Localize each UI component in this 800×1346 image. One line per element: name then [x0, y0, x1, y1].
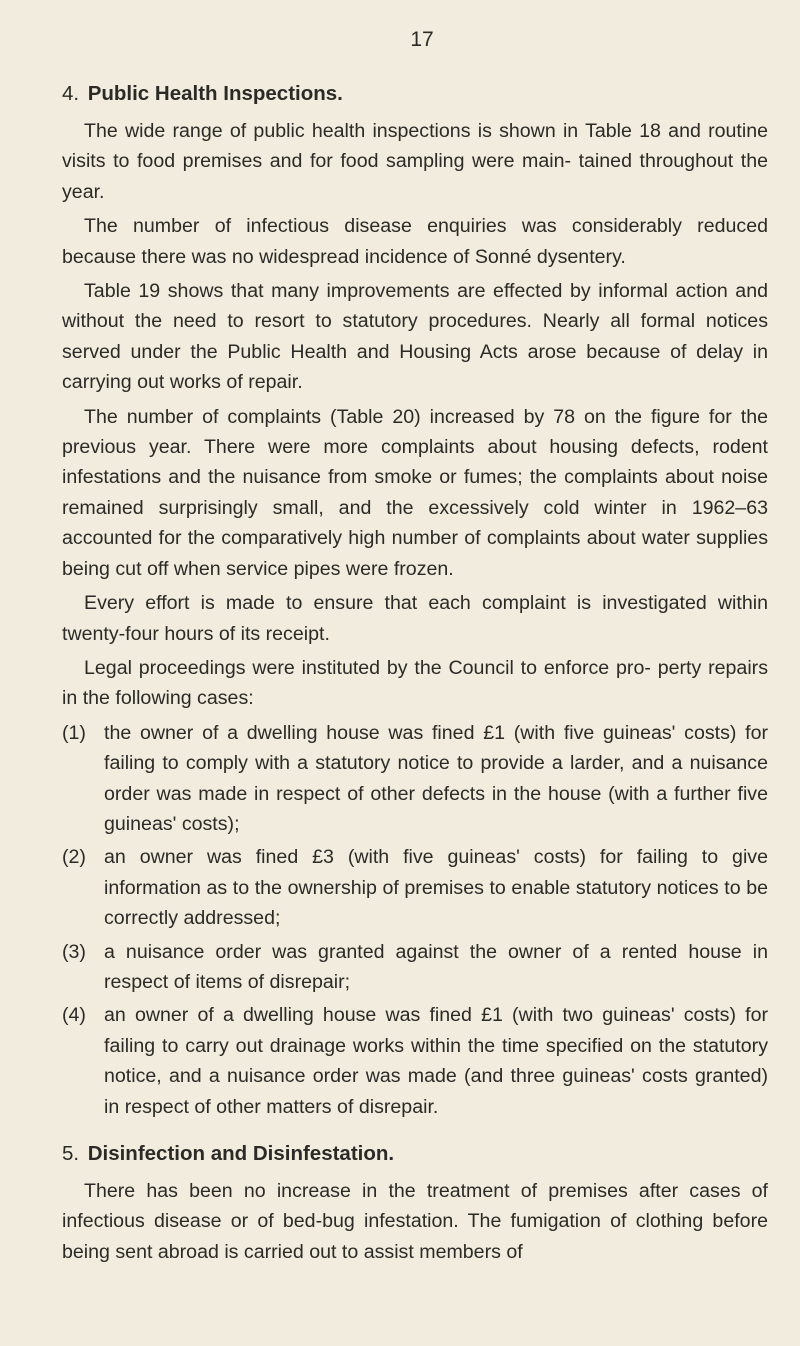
list-marker: (4) — [62, 1004, 86, 1027]
list-item-text: a nuisance order was granted against the owner of a rented house in respect of items of disrepair; — [104, 940, 768, 993]
section-5-paragraph: There has been no increase in the treatment of premises after cases of infectious disease or of bed‑bug infestation. The fumigation of clothing before being sent abroad is carried out to assist members of — [62, 1180, 768, 1263]
section-4-number: 4. — [62, 82, 80, 105]
list-item — [62, 937, 768, 998]
list-item-text: an owner was fined £3 (with five guineas' costs) for failing to give information as to the ownership of premises to enable statutory notices to be correctly addressed; — [104, 846, 768, 930]
document-page — [62, 26, 768, 1326]
section-4-heading — [62, 78, 768, 109]
list-item — [62, 1000, 768, 1122]
list-marker: (1) — [62, 721, 86, 744]
list-item-text: an owner of a dwelling house was fined £1 (with two guineas' costs) for failing to carry out drainage works within the time specified on the statutory notice, and a nuisance order was made (and three guineas' costs granted) in respect of other matters of disrepair. — [104, 1004, 768, 1118]
list-item-text: the owner of a dwelling house was fined £1 (with five guineas' costs) for failing to comply with a statutory notice to provide a larder, and a nuisance order was made in respect of other defects in the house (with a further five guineas' costs); — [104, 721, 768, 835]
list-marker: (2) — [62, 846, 86, 869]
section-5-title: Disinfection and Disinfestation. — [87, 1142, 395, 1165]
list-item — [62, 842, 768, 933]
page-number: 17 — [410, 28, 434, 51]
section-4-paragraph: The number of complaints (Table 20) increased by 78 on the figure for the previous year. There were more complaints about housing defects, rodent infestations and the nuisance from smoke or fumes; the complaints about noise remained surprisingly small, and the excessively cold winter in 1962–63 accounted for the comparatively high number of complaints about water supplies being cut off when service pipes were frozen. — [62, 405, 768, 580]
section-4-paragraph: The wide range of public health inspections is shown in Table 18 and routine visits to food premises and for food sampling were main‑ tained throughout the year. — [62, 120, 768, 203]
section-4-title: Public Health Inspections. — [87, 82, 343, 105]
list-item — [62, 718, 768, 840]
list-marker: (3) — [62, 940, 86, 963]
section-4-paragraph: The number of infectious disease enquiries was considerably reduced because there was no widespread incidence of Sonné dysentery. — [62, 215, 768, 268]
section-5-number: 5. — [62, 1142, 80, 1165]
section-4-paragraph: Every effort is made to ensure that each complaint is investigated within twenty‑four hours of its receipt. — [62, 592, 768, 645]
section-4-paragraph: Table 19 shows that many improvements are effected by informal action and without the need to resort to statutory procedures. Nearly all formal notices served under the Public Health and Housing Acts arose because of delay in carrying out works of repair. — [62, 280, 768, 394]
section-4-paragraph: Legal proceedings were instituted by the Council to enforce pro‑ perty repairs in the following cases: — [62, 656, 768, 710]
section-5-heading — [62, 1138, 768, 1169]
legal-cases-list — [62, 718, 768, 1122]
